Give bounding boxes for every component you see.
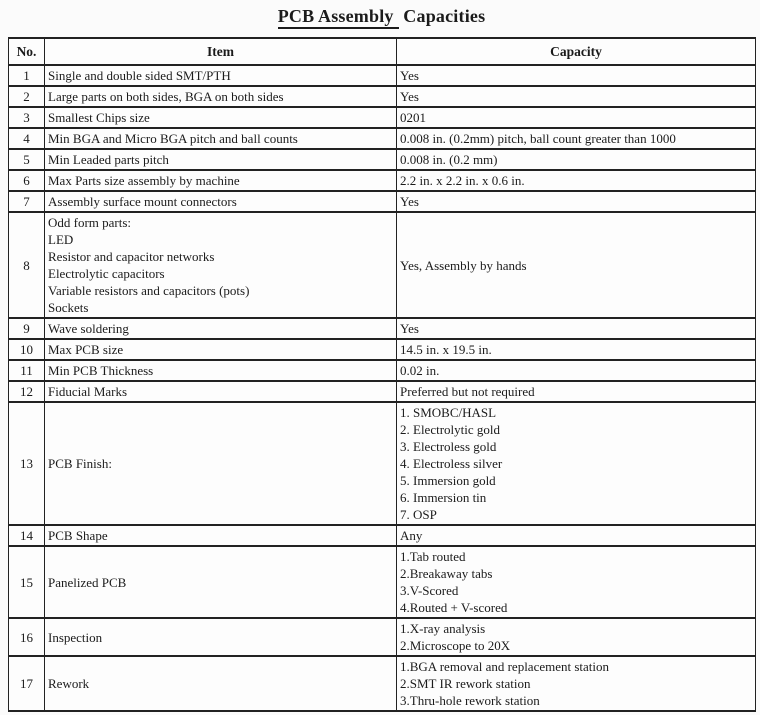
item-cell	[45, 402, 397, 525]
cell-line: Rework	[48, 676, 90, 691]
table-row	[9, 618, 756, 656]
cell-line: 11	[20, 363, 33, 378]
cell-line: Yes	[400, 194, 419, 209]
table-row	[9, 107, 756, 128]
cell-line: 0.02 in.	[400, 363, 440, 378]
cell-line: 10	[20, 342, 33, 357]
pcb-capacities-table	[8, 37, 756, 712]
item-cell	[45, 339, 397, 360]
cell-line: Min PCB Thickness	[48, 363, 154, 378]
table-row	[9, 86, 756, 107]
column-header-no: No.	[9, 38, 45, 65]
item-cell	[45, 212, 397, 318]
table-row	[9, 339, 756, 360]
row-number-cell	[9, 128, 45, 149]
capacity-cell	[397, 381, 756, 402]
item-cell	[45, 546, 397, 618]
cell-line: Yes	[400, 68, 419, 83]
item-cell	[45, 525, 397, 546]
cell-line: Wave soldering	[48, 321, 129, 336]
table-row	[9, 212, 756, 318]
capacity-cell	[397, 191, 756, 212]
capacity-cell	[397, 149, 756, 170]
cell-line: 14.5 in. x 19.5 in.	[400, 342, 492, 357]
row-number-cell	[9, 339, 45, 360]
table-row	[9, 360, 756, 381]
table-row	[9, 525, 756, 546]
item-cell	[45, 618, 397, 656]
item-cell	[45, 170, 397, 191]
cell-line: 1. SMOBC/HASL	[400, 405, 497, 420]
table-row	[9, 191, 756, 212]
cell-line: 2	[23, 89, 30, 104]
page-title	[8, 6, 755, 27]
cell-line: 16	[20, 629, 33, 645]
table-row	[9, 546, 756, 618]
table-row	[9, 149, 756, 170]
item-cell	[45, 318, 397, 339]
cell-line: 5	[23, 152, 30, 167]
capacity-cell	[397, 360, 756, 381]
cell-line: 8	[23, 257, 30, 273]
cell-line: LED	[48, 232, 74, 247]
capacity-cell	[397, 525, 756, 546]
cell-line: 12	[20, 384, 33, 399]
cell-line: Single and double sided SMT/PTH	[48, 68, 231, 83]
table-row	[9, 65, 756, 86]
capacity-cell	[397, 212, 756, 318]
item-cell	[45, 191, 397, 212]
column-header-item: Item	[45, 38, 397, 65]
table-row	[9, 128, 756, 149]
table-body	[9, 65, 756, 711]
item-cell	[45, 360, 397, 381]
cell-line: Large parts on both sides, BGA on both sides	[48, 89, 284, 104]
row-number-cell	[9, 170, 45, 191]
cell-line: Fiducial Marks	[48, 384, 128, 399]
capacity-cell	[397, 656, 756, 711]
row-number-cell	[9, 546, 45, 618]
page-title-underlined-part: PCB Assembly	[278, 6, 399, 29]
cell-line: Yes	[400, 89, 419, 104]
row-number-cell	[9, 86, 45, 107]
row-number-cell	[9, 65, 45, 86]
cell-line: 6	[23, 173, 30, 188]
table-row	[9, 381, 756, 402]
cell-line: 0.008 in. (0.2mm) pitch, ball count greater than 1000	[400, 131, 676, 146]
cell-line: Inspection	[48, 629, 103, 645]
capacity-cell	[397, 128, 756, 149]
cell-line: 5. Immersion gold	[400, 473, 496, 488]
table-row	[9, 170, 756, 191]
cell-line: 3	[23, 110, 30, 125]
cell-line: 3. Electroless gold	[400, 439, 497, 454]
cell-line: 2. Electrolytic gold	[400, 422, 501, 437]
cell-line: 2.2 in. x 2.2 in. x 0.6 in.	[400, 173, 525, 188]
cell-line: Resistor and capacitor networks	[48, 249, 215, 264]
cell-line: Variable resistors and capacitors (pots)	[48, 283, 250, 298]
row-number-cell	[9, 402, 45, 525]
cell-line: Assembly surface mount connectors	[48, 194, 237, 209]
cell-line: 1	[23, 68, 30, 83]
page-title-rest: Capacities	[398, 6, 486, 26]
cell-line: Min BGA and Micro BGA pitch and ball counts	[48, 131, 298, 146]
cell-line: 1.Tab routed	[400, 549, 466, 564]
cell-line: 17	[20, 676, 33, 691]
cell-line: 15	[20, 574, 33, 590]
cell-line: Any	[400, 528, 423, 543]
cell-line: 14	[20, 528, 33, 543]
row-number-cell	[9, 525, 45, 546]
cell-line: 0201	[400, 110, 426, 125]
cell-line: Preferred but not required	[400, 384, 535, 399]
table-row	[9, 402, 756, 525]
capacity-cell	[397, 318, 756, 339]
cell-line: 3.V-Scored	[400, 583, 459, 598]
cell-line: 2.Microscope to 20X	[400, 638, 511, 653]
row-number-cell	[9, 656, 45, 711]
cell-line: 4.Routed + V-scored	[400, 600, 508, 615]
cell-line: 3.Thru-hole rework station	[400, 693, 540, 708]
row-number-cell	[9, 107, 45, 128]
row-number-cell	[9, 191, 45, 212]
row-number-cell	[9, 381, 45, 402]
cell-line: Max PCB size	[48, 342, 124, 357]
cell-line: 1.X-ray analysis	[400, 621, 486, 636]
cell-line: Odd form parts:	[48, 215, 132, 230]
cell-line: 6. Immersion tin	[400, 490, 487, 505]
capacity-cell	[397, 170, 756, 191]
column-header-capacity: Capacity	[397, 38, 756, 65]
item-cell	[45, 86, 397, 107]
capacity-cell	[397, 339, 756, 360]
cell-line: 4. Electroless silver	[400, 456, 503, 471]
cell-line: Panelized PCB	[48, 574, 127, 590]
item-cell	[45, 128, 397, 149]
cell-line: Min Leaded parts pitch	[48, 152, 169, 167]
item-cell	[45, 107, 397, 128]
header-row	[9, 38, 756, 65]
cell-line: Smallest Chips size	[48, 110, 150, 125]
item-cell	[45, 65, 397, 86]
table-row	[9, 656, 756, 711]
row-number-cell	[9, 318, 45, 339]
row-number-cell	[9, 360, 45, 381]
cell-line: Yes	[400, 321, 419, 336]
capacity-cell	[397, 546, 756, 618]
cell-line: Max Parts size assembly by machine	[48, 173, 240, 188]
capacity-cell	[397, 65, 756, 86]
row-number-cell	[9, 618, 45, 656]
item-cell	[45, 149, 397, 170]
cell-line: 1.BGA removal and replacement station	[400, 659, 610, 674]
cell-line: 13	[20, 456, 33, 471]
capacity-cell	[397, 618, 756, 656]
cell-line: 7. OSP	[400, 507, 437, 522]
cell-line: 9	[23, 321, 30, 336]
cell-line: Yes, Assembly by hands	[400, 257, 527, 273]
cell-line: PCB Finish:	[48, 456, 112, 471]
item-cell	[45, 656, 397, 711]
capacity-cell	[397, 107, 756, 128]
cell-line: 4	[23, 131, 30, 146]
cell-line: PCB Shape	[48, 528, 108, 543]
row-number-cell	[9, 212, 45, 318]
cell-line: 0.008 in. (0.2 mm)	[400, 152, 498, 167]
cell-line: Sockets	[48, 300, 89, 315]
row-number-cell	[9, 149, 45, 170]
table-row	[9, 318, 756, 339]
cell-line: 2.Breakaway tabs	[400, 566, 493, 581]
capacity-cell	[397, 402, 756, 525]
table-header	[9, 38, 756, 65]
cell-line: Electrolytic capacitors	[48, 266, 165, 281]
cell-line: 7	[23, 194, 30, 209]
cell-line: 2.SMT IR rework station	[400, 676, 531, 691]
capacity-cell	[397, 86, 756, 107]
item-cell	[45, 381, 397, 402]
